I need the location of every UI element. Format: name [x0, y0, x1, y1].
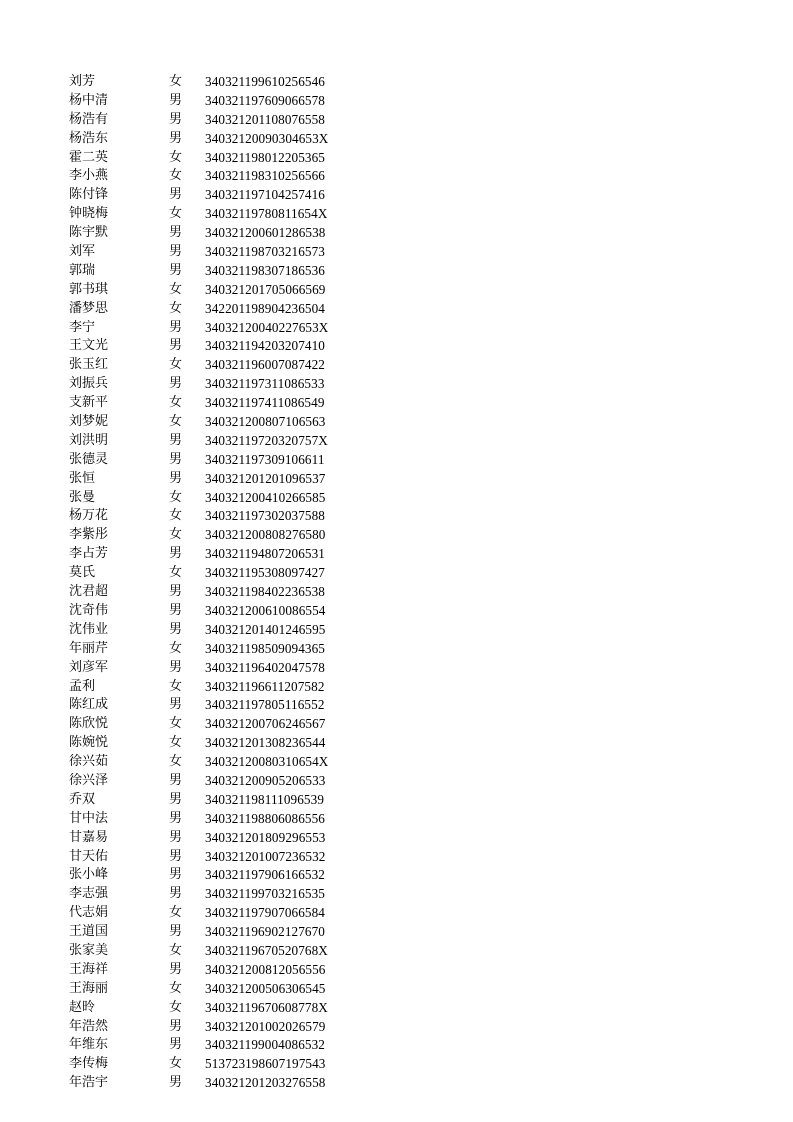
- person-gender: 男: [169, 376, 183, 392]
- person-id-number: 340321197311086533: [205, 376, 325, 392]
- person-name: 刘梦妮: [69, 414, 109, 430]
- roster-row: [69, 451, 359, 470]
- person-name: 杨浩东: [69, 130, 109, 146]
- person-id-number: 340321201203276558: [205, 1075, 326, 1091]
- person-id-number: 340321194203207410: [205, 338, 325, 354]
- person-name: 年维东: [69, 1037, 109, 1053]
- person-name: 郭书琪: [69, 281, 109, 297]
- person-gender: 女: [169, 1056, 183, 1072]
- person-name: 杨万花: [69, 508, 109, 524]
- person-id-number: 340321196007087422: [205, 357, 325, 373]
- person-name: 张曼: [69, 489, 96, 505]
- person-name: 李小燕: [69, 168, 109, 184]
- person-id-number: 340321201809296553: [205, 829, 326, 845]
- person-name: 钟晓梅: [69, 206, 109, 222]
- person-gender: 女: [169, 508, 183, 524]
- person-gender: 男: [169, 1018, 183, 1034]
- roster-row: [69, 904, 359, 923]
- roster-row: [69, 413, 359, 432]
- person-id-number: 340321199610256546: [205, 74, 325, 89]
- person-name: 陈欣悦: [69, 716, 109, 732]
- person-gender: 男: [169, 244, 183, 260]
- roster-row: [69, 489, 359, 508]
- roster-row: [69, 1055, 359, 1074]
- person-gender: 女: [169, 640, 183, 656]
- roster-row: [69, 205, 359, 224]
- person-name: 郭瑞: [69, 262, 96, 278]
- roster-row: [69, 753, 359, 772]
- person-id-number: 340321198012205365: [205, 149, 325, 165]
- roster-row: [69, 1018, 359, 1037]
- person-name: 沈君超: [69, 584, 109, 600]
- roster-row: [69, 715, 359, 734]
- person-id-number: 340321198402236538: [205, 584, 325, 600]
- person-gender: 男: [169, 791, 183, 807]
- person-gender: 女: [169, 300, 183, 316]
- person-id-number: 340321196402047578: [205, 659, 325, 675]
- person-id-number: 340321198307186536: [205, 262, 325, 278]
- person-id-number: 340321200808276580: [205, 527, 326, 543]
- person-gender: 男: [169, 772, 183, 788]
- person-id-number: 340321200807106563: [205, 414, 326, 430]
- person-id-number: 34032119720320757X: [205, 432, 328, 448]
- person-name: 杨中清: [69, 92, 109, 108]
- person-gender: 男: [169, 130, 183, 146]
- roster-row: [69, 583, 359, 602]
- person-id-number: 340321196902127670: [205, 924, 325, 940]
- roster-row: [69, 564, 359, 583]
- person-id-number: 340321200410266585: [205, 489, 326, 505]
- person-name: 刘洪明: [69, 432, 109, 448]
- person-id-number: 340321198806086556: [205, 810, 325, 826]
- person-name: 霍二英: [69, 149, 109, 165]
- person-name: 杨浩有: [69, 111, 109, 127]
- person-id-number: 34032119670608778X: [205, 999, 328, 1015]
- person-id-number: 513723198607197543: [205, 1056, 326, 1072]
- person-name: 孟利: [69, 678, 96, 694]
- person-id-number: 340321198111096539: [205, 791, 325, 807]
- person-gender: 男: [169, 697, 183, 713]
- person-name: 刘振兵: [69, 376, 109, 392]
- person-name: 李志强: [69, 886, 109, 902]
- person-id-number: 340321197906166532: [205, 867, 325, 883]
- person-gender: 男: [169, 111, 183, 127]
- person-gender: 男: [169, 659, 183, 675]
- person-gender: 男: [169, 961, 183, 977]
- person-gender: 女: [169, 357, 183, 373]
- person-name: 潘梦思: [69, 300, 109, 316]
- roster-row: [69, 111, 359, 130]
- person-id-number: 340321197302037588: [205, 508, 325, 524]
- person-id-number: 34032120080310654X: [205, 754, 329, 770]
- person-id-number: 340321197309106611: [205, 451, 325, 467]
- person-gender: 男: [169, 1075, 183, 1091]
- person-id-number: 340321200610086554: [205, 602, 326, 618]
- person-id-number: 34032119780811654X: [205, 206, 328, 222]
- roster-row: [69, 507, 359, 526]
- roster-row: [69, 526, 359, 545]
- person-gender: 女: [169, 716, 183, 732]
- person-gender: 男: [169, 848, 183, 864]
- person-name: 年浩然: [69, 1018, 109, 1034]
- roster-row: [69, 621, 359, 640]
- roster-row: [69, 337, 359, 356]
- person-name: 支新平: [69, 395, 109, 411]
- person-id-number: 340321200812056556: [205, 961, 326, 977]
- roster-row: [69, 224, 359, 243]
- person-gender: 女: [169, 754, 183, 770]
- roster-row: [69, 1074, 359, 1093]
- person-name: 李宁: [69, 319, 96, 335]
- person-gender: 男: [169, 886, 183, 902]
- roster-row: [69, 130, 359, 149]
- person-gender: 男: [169, 867, 183, 883]
- person-id-number: 340321200706246567: [205, 716, 326, 732]
- person-name: 李占芳: [69, 546, 109, 562]
- roster-row: [69, 810, 359, 829]
- person-id-number: 340321195308097427: [205, 565, 325, 581]
- person-id-number: 340321201308236544: [205, 735, 326, 751]
- person-roster-list: [69, 73, 359, 1093]
- person-gender: 男: [169, 621, 183, 637]
- person-name: 甘中法: [69, 810, 109, 826]
- person-gender: 女: [169, 678, 183, 694]
- person-name: 王海祥: [69, 961, 109, 977]
- person-name: 张德灵: [69, 451, 109, 467]
- person-gender: 男: [169, 584, 183, 600]
- person-id-number: 340321200506306545: [205, 980, 326, 996]
- person-gender: 女: [169, 168, 183, 184]
- person-name: 甘嘉易: [69, 829, 109, 845]
- person-name: 李紫彤: [69, 527, 109, 543]
- roster-row: [69, 545, 359, 564]
- roster-row: [69, 243, 359, 262]
- person-name: 张恒: [69, 470, 96, 486]
- person-name: 王文光: [69, 338, 109, 354]
- roster-row: [69, 866, 359, 885]
- roster-row: [69, 375, 359, 394]
- roster-row: [69, 470, 359, 489]
- person-gender: 男: [169, 187, 183, 203]
- person-gender: 女: [169, 905, 183, 921]
- roster-row: [69, 356, 359, 375]
- person-id-number: 340321198310256566: [205, 168, 325, 184]
- person-gender: 女: [169, 527, 183, 543]
- person-gender: 女: [169, 149, 183, 165]
- person-gender: 女: [169, 999, 183, 1015]
- person-id-number: 340321197805116552: [205, 697, 325, 713]
- roster-row: [69, 696, 359, 715]
- person-name: 陈婉悦: [69, 735, 109, 751]
- roster-row: [69, 281, 359, 300]
- person-name: 年丽芹: [69, 640, 109, 656]
- person-gender: 女: [169, 980, 183, 996]
- person-name: 沈奇伟: [69, 602, 109, 618]
- person-id-number: 340321201201096537: [205, 470, 326, 486]
- roster-row: [69, 659, 359, 678]
- roster-row: [69, 602, 359, 621]
- person-name: 王道国: [69, 924, 109, 940]
- person-gender: 男: [169, 225, 183, 241]
- person-gender: 男: [169, 262, 183, 278]
- person-id-number: 340321201401246595: [205, 621, 326, 637]
- person-gender: 女: [169, 206, 183, 222]
- person-gender: 男: [169, 432, 183, 448]
- roster-row: [69, 980, 359, 999]
- person-name: 莫氏: [69, 565, 96, 581]
- person-id-number: 340321200601286538: [205, 225, 326, 241]
- roster-row: [69, 923, 359, 942]
- person-name: 赵昤: [69, 999, 96, 1015]
- person-name: 陈付锋: [69, 187, 109, 203]
- person-gender: 男: [169, 451, 183, 467]
- roster-row: [69, 942, 359, 961]
- person-gender: 男: [169, 338, 183, 354]
- person-id-number: 340321199703216535: [205, 886, 325, 902]
- roster-row: [69, 640, 359, 659]
- person-gender: 女: [169, 74, 183, 89]
- roster-row: [69, 678, 359, 697]
- person-name: 徐兴泽: [69, 772, 109, 788]
- person-gender: 男: [169, 470, 183, 486]
- person-id-number: 340321194807206531: [205, 546, 325, 562]
- person-id-number: 340321197609066578: [205, 92, 325, 108]
- person-gender: 男: [169, 924, 183, 940]
- person-gender: 男: [169, 319, 183, 335]
- person-gender: 男: [169, 546, 183, 562]
- person-name: 刘军: [69, 244, 96, 260]
- person-id-number: 340321199004086532: [205, 1037, 325, 1053]
- roster-row: [69, 149, 359, 168]
- person-name: 刘芳: [69, 74, 96, 89]
- person-gender: 女: [169, 735, 183, 751]
- person-name: 陈红成: [69, 697, 109, 713]
- roster-row: [69, 262, 359, 281]
- roster-row: [69, 319, 359, 338]
- roster-row: [69, 186, 359, 205]
- person-id-number: 340321200905206533: [205, 772, 326, 788]
- person-id-number: 340321197104257416: [205, 187, 325, 203]
- person-id-number: 340321197907066584: [205, 905, 325, 921]
- person-name: 张小峰: [69, 867, 109, 883]
- person-id-number: 342201198904236504: [205, 300, 325, 316]
- person-name: 刘彦军: [69, 659, 109, 675]
- roster-row: [69, 961, 359, 980]
- roster-row: [69, 167, 359, 186]
- roster-row: [69, 772, 359, 791]
- person-name: 甘天佑: [69, 848, 109, 864]
- person-name: 李传梅: [69, 1056, 109, 1072]
- person-name: 张家美: [69, 942, 109, 958]
- person-gender: 女: [169, 395, 183, 411]
- roster-row: [69, 829, 359, 848]
- person-gender: 女: [169, 489, 183, 505]
- person-id-number: 340321201002026579: [205, 1018, 326, 1034]
- person-id-number: 340321201108076558: [205, 111, 325, 127]
- person-id-number: 340321198703216573: [205, 244, 325, 260]
- roster-row: [69, 432, 359, 451]
- person-id-number: 34032119670520768X: [205, 942, 328, 958]
- person-gender: 男: [169, 1037, 183, 1053]
- roster-row: [69, 734, 359, 753]
- roster-row: [69, 1036, 359, 1055]
- person-id-number: 34032120040227653X: [205, 319, 329, 335]
- person-name: 张玉红: [69, 357, 109, 373]
- person-name: 徐兴茹: [69, 754, 109, 770]
- person-id-number: 340321201007236532: [205, 848, 326, 864]
- person-id-number: 340321197411086549: [205, 395, 325, 411]
- person-gender: 女: [169, 281, 183, 297]
- person-name: 陈宇默: [69, 225, 109, 241]
- roster-row: [69, 999, 359, 1018]
- roster-row: [69, 73, 359, 92]
- roster-row: [69, 92, 359, 111]
- person-name: 乔双: [69, 791, 96, 807]
- roster-row: [69, 885, 359, 904]
- person-gender: 女: [169, 565, 183, 581]
- roster-row: [69, 394, 359, 413]
- roster-row: [69, 791, 359, 810]
- person-name: 王海丽: [69, 980, 109, 996]
- person-gender: 男: [169, 92, 183, 108]
- person-gender: 男: [169, 602, 183, 618]
- person-id-number: 34032120090304653X: [205, 130, 329, 146]
- person-name: 沈伟业: [69, 621, 109, 637]
- person-gender: 男: [169, 810, 183, 826]
- person-id-number: 340321196611207582: [205, 678, 325, 694]
- person-gender: 女: [169, 942, 183, 958]
- person-id-number: 340321201705066569: [205, 281, 326, 297]
- roster-row: [69, 300, 359, 319]
- person-gender: 男: [169, 829, 183, 845]
- person-name: 代志娟: [69, 905, 109, 921]
- person-name: 年浩宇: [69, 1075, 109, 1091]
- roster-row: [69, 848, 359, 867]
- person-id-number: 340321198509094365: [205, 640, 325, 656]
- person-gender: 女: [169, 414, 183, 430]
